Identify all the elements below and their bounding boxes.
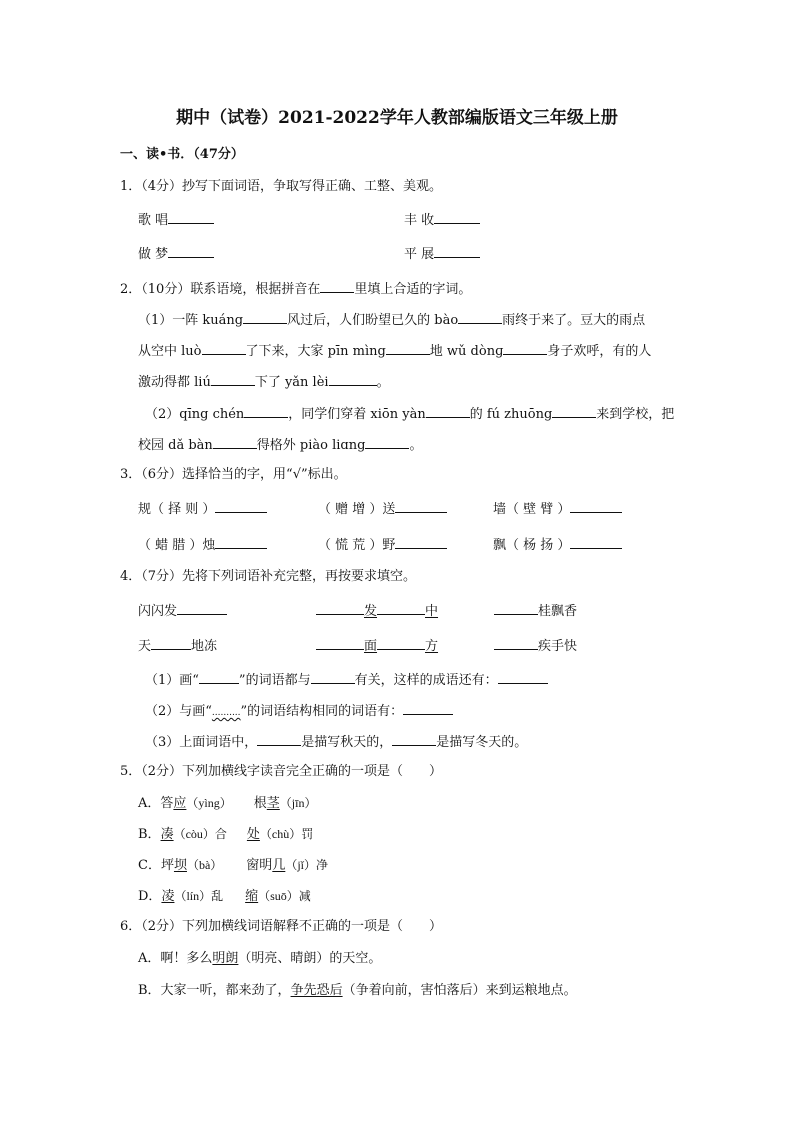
option-text: （suō）减 [258,889,311,903]
option-text: 凌 [161,889,175,904]
option-text: 窗明 [246,858,273,873]
q3-choice [493,499,622,519]
q4-text: 发 [364,604,378,619]
answer-blank[interactable] [168,244,214,258]
q2-text: 地 wǔ dònɡ [429,344,504,359]
answer-blank[interactable] [434,244,480,258]
option-text: （còu）合 [173,827,227,841]
q6-option-a[interactable] [138,950,381,968]
q4-idiom [138,601,227,621]
answer-blank[interactable] [386,341,430,355]
q3-choice-text: 墙（ 壁 臂 ） [493,502,571,517]
q2-text: 下了 yǎn lèi [254,375,329,390]
answer-blank[interactable] [177,601,227,615]
q4-text: 中 [425,604,439,619]
answer-blank[interactable] [503,341,547,355]
q1-word-item [138,244,214,264]
option-text: A．答 [138,796,174,811]
q2-stem-text: 里填上合适的字词。 [354,282,472,297]
q2-text: 身子欢呼，有的人 [547,344,652,359]
answer-blank[interactable] [570,535,622,549]
option-text: 茎 [266,796,280,811]
answer-blank[interactable] [213,435,257,449]
q5-option-a[interactable] [138,794,316,813]
answer-blank[interactable] [458,310,502,324]
q4-idiom [316,601,438,621]
q1-word: 平 展 [404,247,435,262]
blank-sample [320,279,354,293]
option-text: （bà） [186,858,223,872]
q2-text: 的 fú zhuōng [469,407,553,422]
option-text: （chù）罚 [259,827,314,841]
q2-stem [120,279,471,299]
q3-stem: 3．（6分）选择恰当的字，用“√”标出。 [120,467,347,482]
answer-blank[interactable] [403,701,453,715]
q1-word: 歌 唱 [138,213,169,228]
q3-choice [318,535,447,555]
answer-blank[interactable] [243,310,287,324]
q4-text: ”的词语结构相同的词语有： [240,704,404,719]
q4-sub-2 [145,701,453,722]
answer-blank[interactable] [395,499,447,513]
q4-idiom [494,636,577,656]
q1-word-item [138,210,214,230]
q4-stem: 4．（7分）先将下列词语补充完整，再按要求填空。 [120,569,417,584]
wavy-line-sample: .......... [211,708,241,718]
option-text: B．大家一听，都来劲了， [138,983,291,998]
option-text: 根 [253,796,267,811]
answer-blank[interactable] [257,732,301,746]
option-text: 凑 [160,827,174,842]
q3-choice [138,535,267,555]
option-text: 争先恐后 [290,983,343,998]
answer-blank[interactable] [426,404,470,418]
q2-text: 。 [409,438,423,453]
q4-text: 是描写秋天的， [301,735,393,750]
option-text: （争着向前，害怕落后）来到运粮地点。 [342,983,577,998]
q4-text: 桂飘香 [538,604,578,619]
q2-text: 得格外 piào liɑng [256,438,366,453]
answer-blank[interactable] [244,404,288,418]
q2-text: 从空中 luò [138,344,202,359]
option-text: 坝 [173,858,187,873]
answer-blank[interactable] [434,210,480,224]
answer-blank[interactable] [168,210,214,224]
q1-stem: 1．（4分）抄写下面词语，争取写得正确、工整、美观。 [120,179,443,194]
option-text: D． [138,889,162,904]
option-text: （jǐ）净 [285,858,328,872]
option-text: 几 [272,858,286,873]
q2-text: 。 [376,375,390,390]
q2-text: 风过后，人们盼望已久的 bào [287,313,459,328]
q6-option-b[interactable] [138,982,577,1000]
q5-option-b[interactable] [138,825,313,844]
q4-text: 天 [138,639,152,654]
q4-text: （1）画“ [145,673,199,688]
q2-text: 来到学校，把 [596,407,675,422]
option-text: 缩 [245,889,259,904]
answer-blank[interactable] [552,404,596,418]
option-text: （明亮、晴朗）的天空。 [238,951,382,966]
q5-option-c[interactable] [138,856,328,875]
q1-word: 丰 收 [404,213,435,228]
option-text: （yìng） [186,796,232,810]
q3-choice-text: 飘（ 杨 扬 ） [493,538,571,553]
page-title: 期中（试卷）2021-2022学年人教部编版语文三年级上册 [176,108,618,128]
q3-choice [493,535,622,555]
answer-blank[interactable] [329,372,377,386]
q4-text: ”的词语都与 [238,673,311,688]
q4-idiom [494,601,577,621]
option-text: C．坪 [138,858,174,873]
answer-blank[interactable] [151,636,191,650]
q6-stem: 6．（2分）下列加横线词语解释不正确的一项是（ ） [120,919,443,934]
q3-choice-text: （ 蜡 腊 ）烛 [138,538,216,553]
q4-text: 地冻 [191,639,218,654]
q1-word: 做 梦 [138,247,169,262]
option-text: （lín）乱 [174,889,224,903]
option-text: 应 [173,796,187,811]
q4-idiom [138,636,217,656]
answer-blank[interactable] [494,636,538,650]
q4-sub-1 [145,670,548,690]
q1-word-item [404,210,480,230]
q2-stem-text: 2．（10分）联系语境，根据拼音在 [120,282,321,297]
q4-text: 闪闪发 [138,604,178,619]
q4-idiom [316,636,438,656]
q3-choice-text: （ 慌 荒 ）野 [318,538,396,553]
q2-text: 激动得都 liú [138,375,211,390]
answer-blank[interactable] [316,636,364,650]
q4-sub-3 [145,732,527,752]
q4-text: 是描写冬天的。 [436,735,528,750]
q2-line [138,435,422,455]
answer-blank[interactable] [392,732,436,746]
q2-text: ，同学们穿着 xiōn yàn [288,407,426,422]
q2-line [145,404,674,424]
q4-text: 疾手快 [538,639,578,654]
option-text: （jīn） [279,796,317,810]
answer-blank[interactable] [215,499,267,513]
q3-choice-text: （ 赠 增 ）送 [318,502,396,517]
answer-blank[interactable] [570,499,622,513]
answer-blank[interactable] [494,601,538,615]
q2-text: （1）一阵 kuáng [138,313,244,328]
q5-stem: 5．（2分）下列加横线字读音完全正确的一项是（ ） [120,764,443,779]
option-text: A．啊！多么 [138,951,213,966]
section-heading: 一、读•书．（47分） [120,147,244,162]
q2-line [138,310,645,330]
q5-option-d[interactable] [138,887,311,906]
q4-text: 方 [425,639,439,654]
q2-line [138,372,390,392]
q4-text: 面 [364,639,378,654]
answer-blank[interactable] [215,535,267,549]
answer-blank[interactable] [365,435,409,449]
q2-text: （2）qīng chén [145,407,245,422]
q2-text: 校园 dǎ bàn [138,438,213,453]
answer-blank[interactable] [316,601,364,615]
q1-word-item [404,244,480,264]
answer-blank[interactable] [377,636,425,650]
q3-choice-text: 规（ 择 则 ） [138,502,216,517]
q2-line [138,341,651,361]
q4-text: （2）与画“ [145,704,212,719]
q2-text: 雨终于来了。豆大的雨点 [502,313,646,328]
option-text: 明朗 [212,951,239,966]
q2-text: 了下来，大家 pīn mìng [245,344,386,359]
answer-blank[interactable] [202,341,246,355]
q4-text: （3）上面词语中， [145,735,258,750]
answer-blank[interactable] [311,670,355,684]
q3-choice [138,499,267,519]
answer-blank[interactable] [395,535,447,549]
answer-blank[interactable] [211,372,255,386]
answer-blank[interactable] [377,601,425,615]
option-text: 处 [246,827,260,842]
q4-text: 有关，这样的成语还有： [354,673,498,688]
option-text: B． [138,827,161,842]
answer-blank[interactable] [498,670,548,684]
blank-sample [199,670,239,684]
q3-choice [318,499,447,519]
